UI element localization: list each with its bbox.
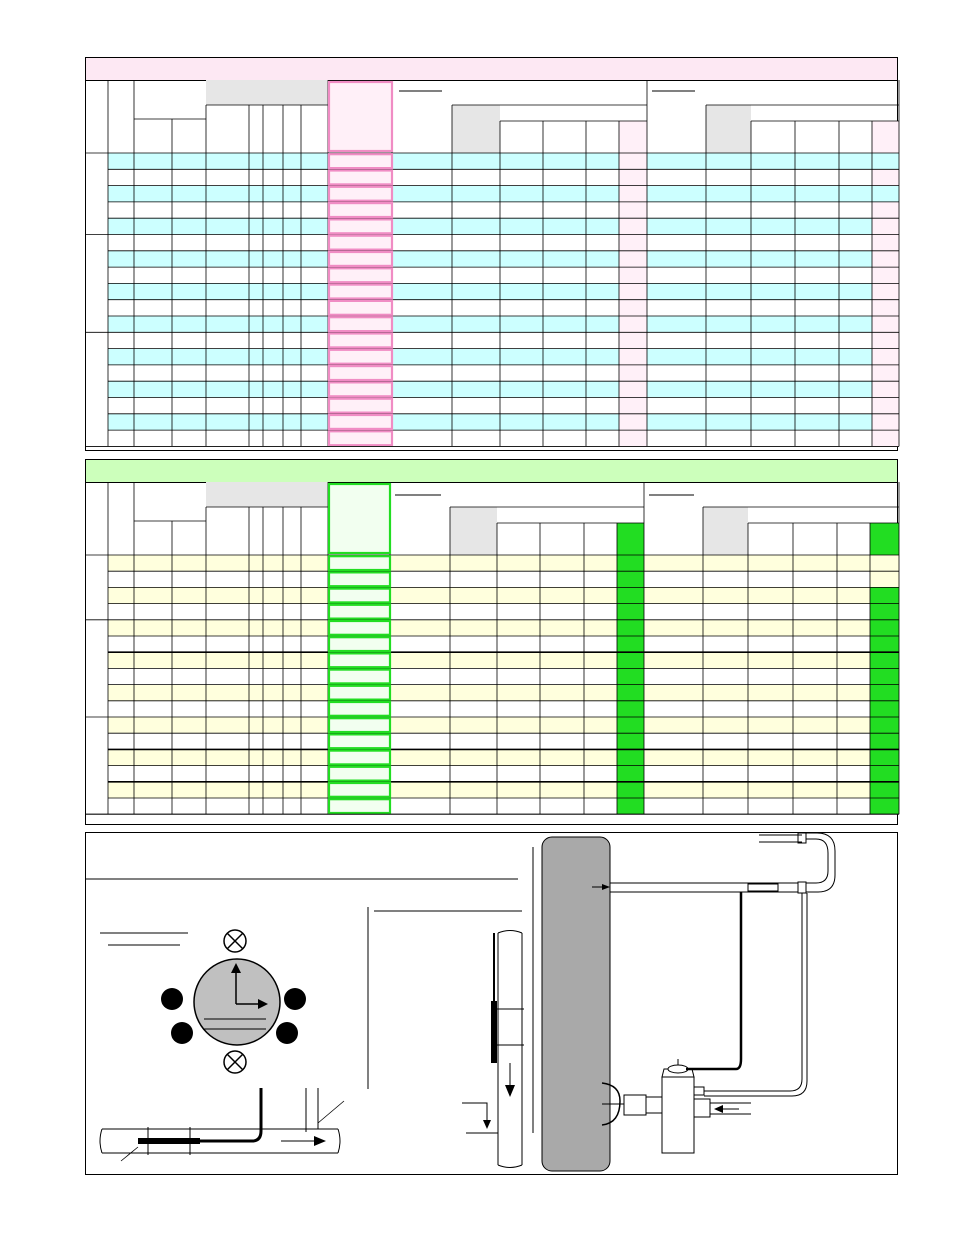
top-table-panel [85, 57, 898, 451]
highlight-cell [329, 734, 390, 748]
table-row-band [108, 685, 899, 701]
table-row-band [108, 414, 899, 430]
bulb-position-dot [284, 988, 306, 1010]
accent-column [872, 121, 899, 153]
merged-row [647, 153, 899, 169]
table-row-band [108, 251, 899, 267]
bottom-table-panel [85, 459, 898, 825]
header-gray-cell [450, 507, 497, 555]
header-gray-cell [206, 80, 328, 105]
highlight-cell [329, 219, 392, 233]
equalizer-line [704, 893, 807, 1096]
highlight-cell [329, 605, 390, 619]
cross-marker-icon [224, 930, 246, 952]
highlight-cell [329, 783, 390, 797]
arrow-icon [714, 1105, 723, 1113]
highlight-cell [329, 350, 392, 364]
highlight-cell [329, 718, 390, 732]
highlight-cell [329, 382, 392, 396]
arrow-icon [505, 1085, 515, 1097]
installation-diagram [86, 833, 899, 1176]
table-row-band [108, 620, 899, 636]
highlight-cell [329, 621, 390, 635]
sensing-bulb [491, 1001, 497, 1063]
merged-row [647, 186, 899, 202]
table-row-band [108, 587, 899, 603]
bottom-table-grid [86, 460, 899, 826]
highlight-cell [329, 686, 390, 700]
sensing-bulb [138, 1138, 200, 1144]
top-table-grid [86, 58, 899, 452]
highlight-cell [329, 702, 390, 716]
table-row-band [108, 381, 899, 397]
highlight-cell [329, 653, 390, 667]
table-row-band [108, 218, 899, 234]
highlight-cell [329, 399, 392, 413]
highlight-cell [329, 799, 390, 813]
vertical-suction-line [462, 931, 524, 1168]
highlight-header-cell [329, 82, 392, 151]
table-row-band [108, 782, 899, 798]
highlight-cell [329, 301, 392, 315]
table-row-band [108, 283, 899, 299]
highlight-header-cell [329, 484, 390, 553]
highlight-cell [329, 751, 390, 765]
highlight-cell [329, 637, 390, 651]
highlight-cell [329, 670, 390, 684]
horizontal-suction-line [100, 1088, 344, 1161]
capillary-tube [686, 892, 741, 1069]
leader-line [318, 1101, 344, 1123]
merged-row [870, 571, 899, 587]
header-gray-cell [206, 482, 328, 507]
accent-column [617, 523, 644, 555]
highlight-cell [329, 767, 390, 781]
highlight-cell [329, 431, 392, 445]
table-row-band [108, 349, 899, 365]
highlight-cell [329, 154, 392, 168]
bulb-position-dot [171, 1022, 193, 1044]
bulb-position-dot [276, 1022, 298, 1044]
highlight-cell [329, 572, 390, 586]
highlight-cell [329, 285, 392, 299]
expansion-valve [602, 1059, 751, 1153]
suction-header [592, 833, 835, 893]
cross-marker-icon [224, 1051, 246, 1073]
header-gray-cell [706, 105, 751, 153]
merged-row [644, 555, 899, 571]
highlight-cell [329, 268, 392, 282]
arrow-icon [483, 1120, 491, 1129]
highlight-cell [329, 203, 392, 217]
highlight-cell [329, 589, 390, 603]
table-row-band [108, 717, 899, 733]
table-row-band [108, 316, 899, 332]
highlight-cell [329, 236, 392, 250]
arrow-icon [314, 1136, 326, 1146]
highlight-cell [329, 556, 390, 570]
highlight-cell [329, 187, 392, 201]
highlight-cell [329, 334, 392, 348]
installation-diagram-panel [85, 832, 898, 1175]
highlight-cell [329, 317, 392, 331]
highlight-cell [329, 366, 392, 380]
bulb-position-circle [194, 959, 280, 1045]
header-gray-cell [452, 105, 500, 153]
table-row-band [108, 652, 899, 668]
highlight-cell [329, 252, 392, 266]
highlight-cell [329, 415, 392, 429]
bulb-position-dot [161, 988, 183, 1010]
header-gray-cell [703, 507, 748, 555]
accent-column [619, 121, 647, 153]
leader-line [121, 1147, 138, 1161]
highlight-cell [329, 171, 392, 185]
table-row-band [108, 749, 899, 765]
accent-column [870, 523, 899, 555]
